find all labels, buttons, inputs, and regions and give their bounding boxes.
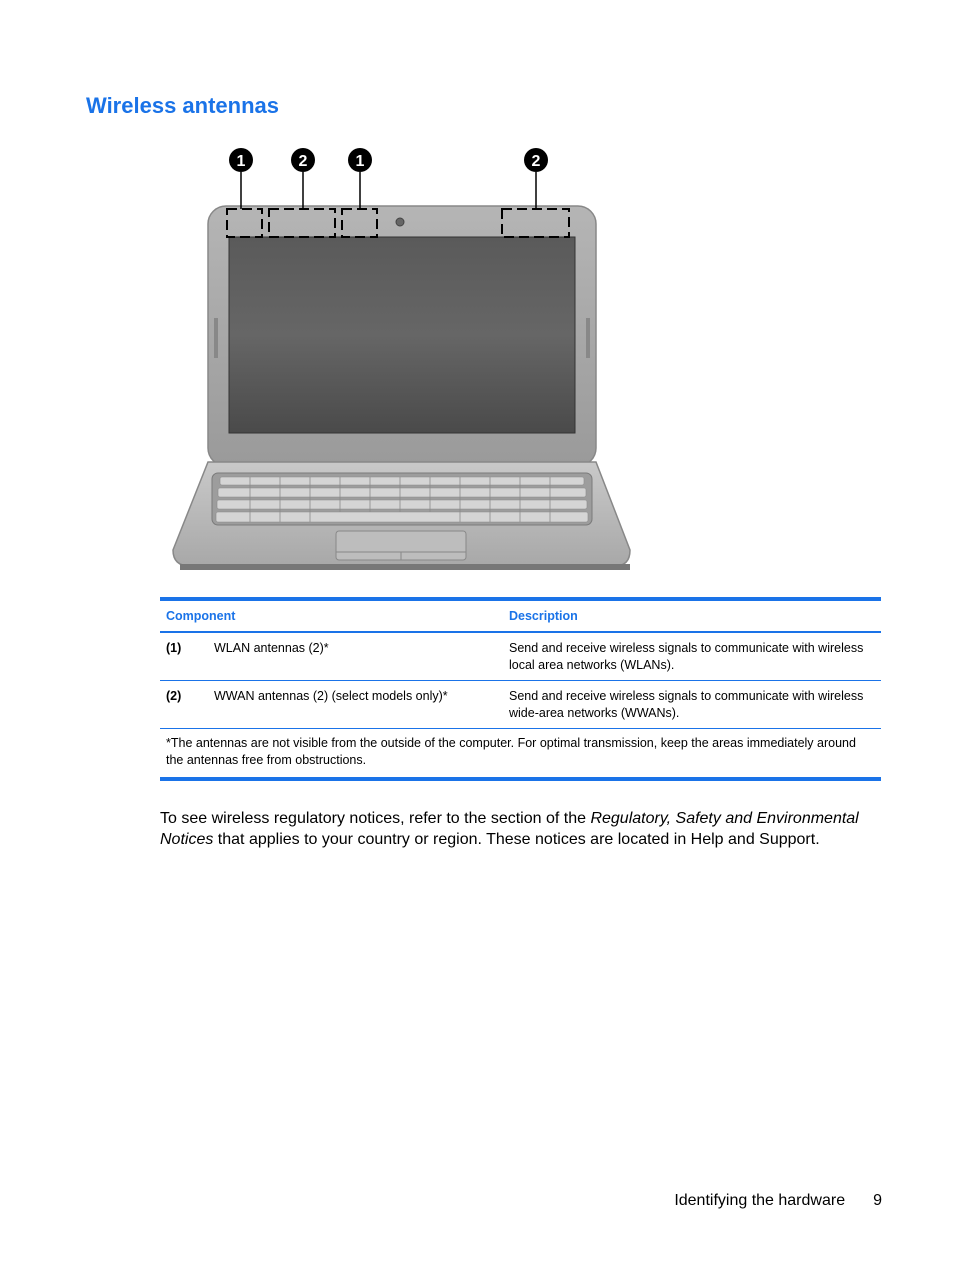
webcam-icon <box>396 218 404 226</box>
regulatory-paragraph <box>160 808 880 850</box>
paragraph-text-before: To see wireless regulatory notices, refer to the section of the <box>160 810 591 827</box>
row-component: WWAN antennas (2) (select models only)* <box>214 689 448 703</box>
callout-label: 2 <box>298 153 308 170</box>
row-description: Send and receive wireless signals to communicate with wireless local area networks (WLANs). <box>509 641 864 672</box>
callout-label: 2 <box>531 153 541 170</box>
paragraph-text-after: that applies to your country or region. These notices are located in Help and Support. <box>213 831 820 848</box>
laptop-illustration <box>160 140 650 580</box>
page-footer <box>674 1192 882 1210</box>
row-component: WLAN antennas (2)* <box>214 641 329 655</box>
footer-section-title: Identifying the hardware <box>674 1192 846 1209</box>
callout-label: 1 <box>236 153 246 170</box>
document-title-italic: Regulatory, Safety and Environmental Notices <box>160 810 859 848</box>
callout-2a <box>291 148 315 172</box>
table-row <box>160 633 881 681</box>
header-component: Component <box>166 608 236 623</box>
callout-1a <box>229 148 253 172</box>
table-row <box>160 681 881 729</box>
page-number: 9 <box>873 1192 882 1209</box>
row-number: (2) <box>166 689 182 703</box>
callout-2b <box>524 148 548 172</box>
table-footnote: *The antennas are not visible from the outside of the computer. For optimal transmission, keep the areas immediately around the antennas free from obstructions. <box>166 736 856 767</box>
row-number: (1) <box>166 641 182 655</box>
component-table <box>160 597 881 781</box>
callout-label: 1 <box>355 153 365 170</box>
page-title: Wireless antennas <box>86 93 279 118</box>
laptop-screen <box>229 237 575 433</box>
table-header <box>160 601 881 633</box>
laptop-antenna-figure <box>160 140 650 580</box>
callout-1b <box>348 148 372 172</box>
row-description: Send and receive wireless signals to communicate with wireless wide-area networks (WWANs). <box>509 689 864 720</box>
header-description: Description <box>509 608 578 623</box>
